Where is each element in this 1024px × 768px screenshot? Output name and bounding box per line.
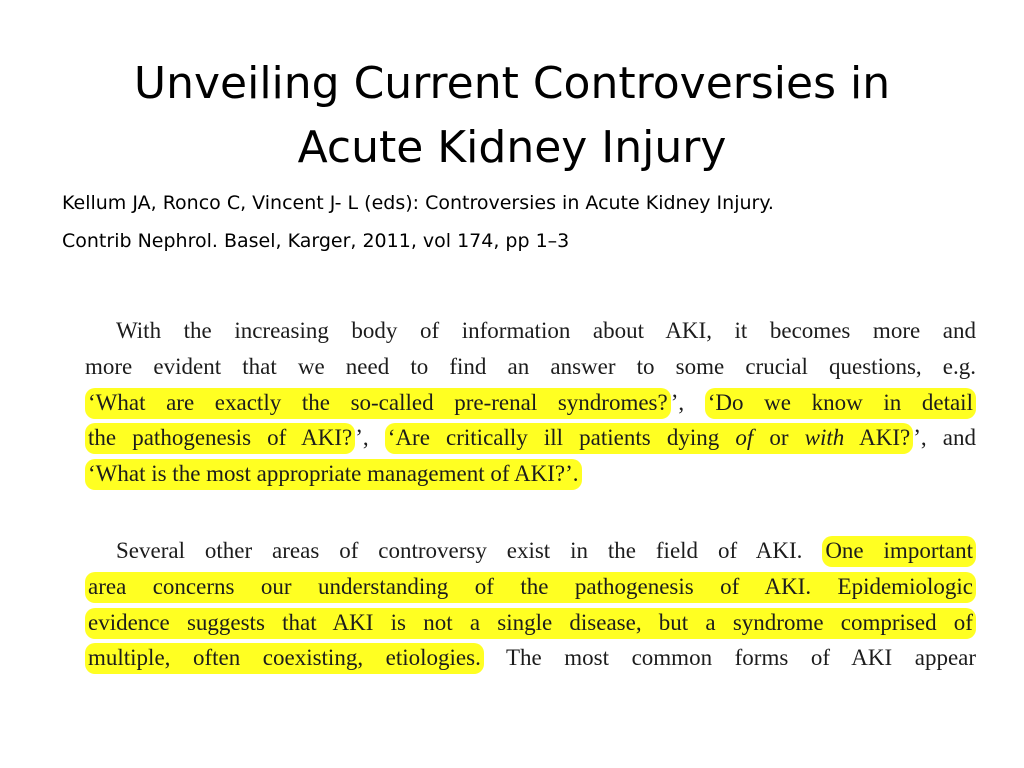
citation-line-1: Kellum JA, Ronco C, Vincent J- L (eds): Controversies in Acute Kidney Injury. [62,192,774,214]
highlight: area concerns our understanding of the pathogenesis of AKI. Epidemiologic [85,572,976,603]
highlight: One important [822,536,976,567]
p1-line-5 [70,456,990,492]
p1-line-4 [70,420,990,456]
excerpt-paragraph-2 [70,533,990,676]
citation [62,184,1002,260]
p1-line-3-mid: ’, [670,389,705,415]
title-line-2: Acute Kidney Injury [297,122,727,173]
highlight: multiple, often coexisting, etiologies. [85,643,484,674]
p2-line-4-plain: The most common forms of AKI appear [483,645,977,671]
highlight: ‘What is the most appropriate management of AKI?’. [85,459,582,490]
highlight: ‘What are exactly the so-called pre-renal syndromes? [85,388,671,419]
p1-line-3 [70,385,990,421]
excerpt-paragraph-1 [70,313,990,492]
p2-line-3 [70,605,990,641]
italic-with: with [804,425,845,451]
highlighted-excerpt-image [70,300,990,680]
highlight-text: ‘Are critically ill patients dying [387,425,736,451]
italic-of: of [735,425,754,451]
citation-line-2: Contrib Nephrol. Basel, Karger, 2011, vol 174, pp 1–3 [62,230,570,252]
p1-line-2: more evident that we need to find an answer to some crucial questions, e.g. [85,353,977,379]
p1-line-4-mid: ’, [355,425,385,451]
highlight-text: or [753,425,805,451]
highlight [385,423,913,454]
highlight: ‘Do we know in detail [705,388,976,419]
p1-line-4-tail: ’, and [913,425,976,451]
highlight-text: AKI? [844,425,911,451]
highlight: evidence suggests that AKI is not a single disease, but a syndrome comprised of [85,608,976,639]
p2-line-2 [70,569,990,605]
p2-line-1 [70,533,990,569]
p1-line-1: With the increasing body of information about AKI, it becomes more and [116,318,976,343]
p2-line-1-plain: Several other areas of controversy exist in the field of AKI. [116,538,823,563]
highlight: the pathogenesis of AKI? [85,423,355,454]
p2-line-4 [70,640,990,676]
title-line-1: Unveiling Current Controversies in [133,58,891,109]
slide-title [60,52,964,180]
